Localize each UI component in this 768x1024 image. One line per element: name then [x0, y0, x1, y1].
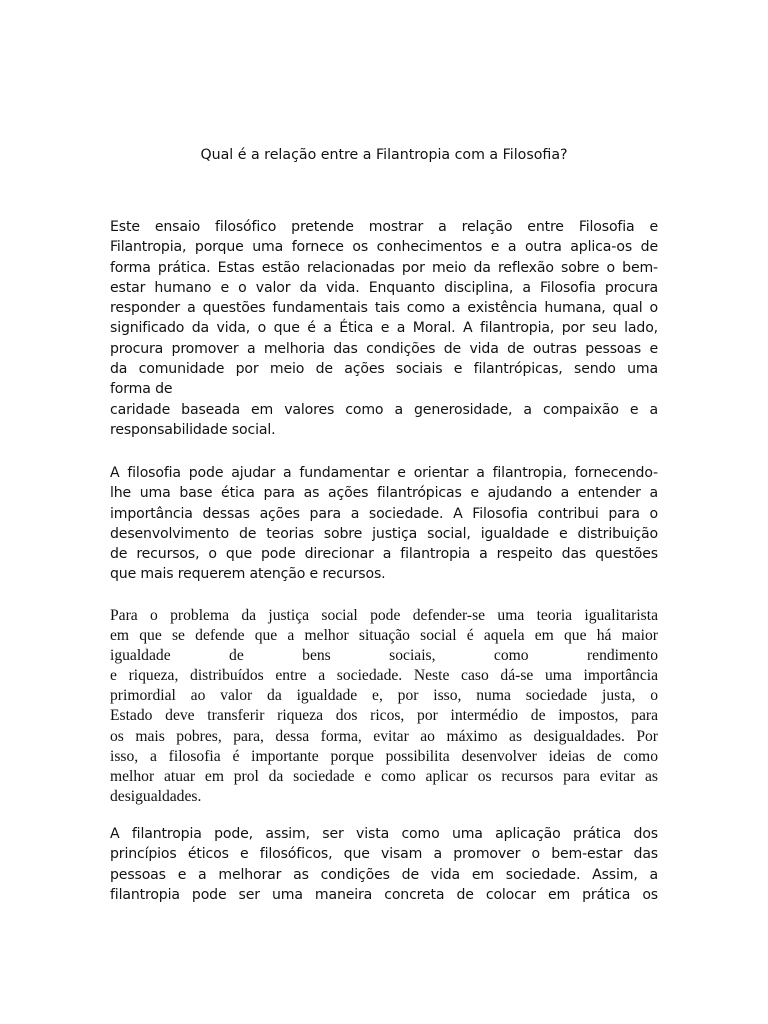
text-line: filantropia pode ser uma maneira concreta de colocar em prática os	[110, 886, 658, 903]
text-line: Para o problema da justiça social pode defender-se uma teoria igualitarista	[110, 607, 658, 624]
text-line: princípios éticos e filosóficos, que visam a promover o bem-estar das	[110, 846, 658, 863]
text-line: pessoas e a melhorar as condições de vida em sociedade. Assim, a	[110, 866, 658, 883]
text-line: em que se defende que a melhor situação social é aquela em que há maior	[110, 627, 658, 645]
text-line: caridade baseada em valores como a generosidade, a compaixão e a	[110, 401, 658, 418]
text-line: Estado deve transferir riqueza dos ricos, por intermédio de impostos, para	[110, 707, 658, 725]
text-line: lhe uma base ética para as ações filantrópicas e ajudando a entender a	[110, 485, 658, 502]
text-line: que mais requerem atenção e recursos.	[110, 566, 386, 583]
text-line: responsabilidade social.	[110, 421, 276, 438]
text-line: significado da vida, o que é a Ética e a Moral. A filantropia, por seu lado,	[110, 320, 658, 337]
text-line: Filantropia, porque uma fornece os conhecimentos e a outra aplica-os de	[110, 239, 658, 256]
text-line: A filosofia pode ajudar a fundamentar e orientar a filantropia, fornecendo-	[110, 465, 658, 481]
text-line: os mais pobres, para, dessa forma, evitar ao máximo as desigualdades. Por	[110, 727, 658, 745]
text-line: melhor atuar em prol da sociedade e como aplicar os recursos para evitar as	[110, 767, 658, 785]
paragraph-1	[110, 217, 658, 440]
paragraph-4	[110, 824, 658, 905]
text-line: desenvolvimento de teorias sobre justiça social, igualdade e distribuição	[110, 525, 658, 542]
paragraph-2	[110, 463, 658, 585]
text-line: estar humano e o valor da vida. Enquanto disciplina, a Filosofia procura	[110, 279, 658, 296]
text-line: igualdade de bens sociais, como rendimento	[110, 647, 658, 665]
text-line: de recursos, o que pode direcionar a filantropia a respeito das questões	[110, 546, 658, 563]
text-line: primordial ao valor da igualdade e, por isso, numa sociedade justa, o	[110, 687, 658, 705]
text-line: desigualdades.	[110, 787, 202, 805]
text-line: procura promover a melhoria das condições de vida de outras pessoas e	[110, 340, 658, 357]
text-line: A filantropia pode, assim, ser vista como uma aplicação prática dos	[110, 826, 658, 842]
text-line: forma de	[110, 381, 173, 398]
text-line: da comunidade por meio de ações sociais e filantrópicas, sendo uma	[110, 361, 658, 378]
document-title: Qual é a relação entre a Filantropia com a Filosofia?	[200, 147, 568, 163]
text-line: forma prática. Estas estão relacionadas por meio da reflexão sobre o bem-	[110, 259, 658, 276]
text-line: Este ensaio filosófico pretende mostrar a relação entre Filosofia e	[110, 219, 658, 235]
text-line: responder a questões fundamentais tais como a existência humana, qual o	[110, 300, 658, 317]
text-line: importância dessas ações para a sociedade. A Filosofia contribui para o	[110, 505, 658, 522]
text-line: isso, a filosofia é importante porque possibilita desenvolver ideias de como	[110, 747, 658, 765]
paragraph-3	[110, 606, 658, 807]
text-line: e riqueza, distribuídos entre a sociedade. Neste caso dá-se uma importância	[110, 667, 658, 685]
